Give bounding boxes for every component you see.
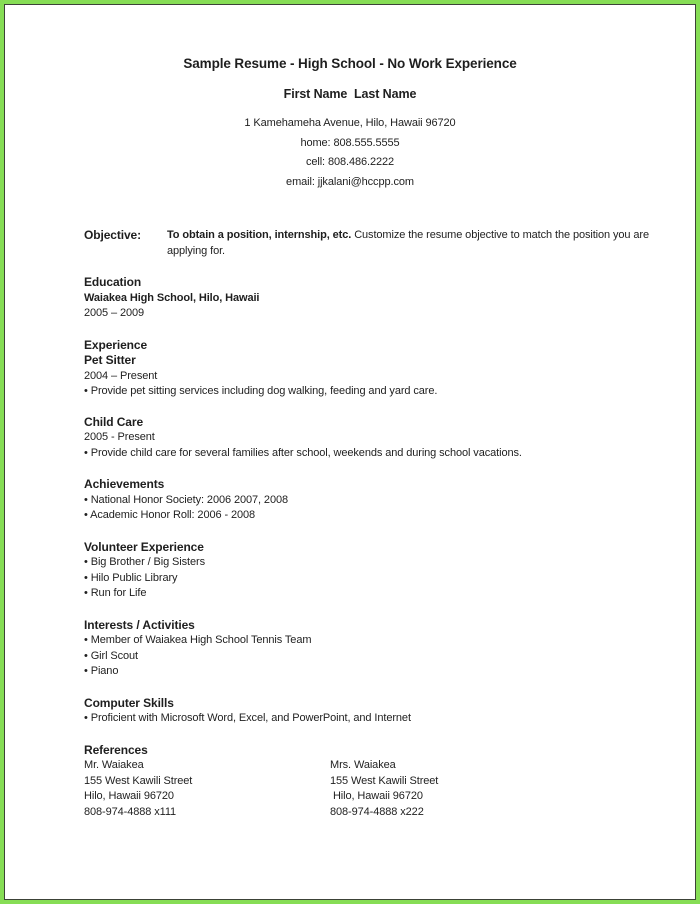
education-dates: 2005 – 2009 — [84, 307, 145, 319]
contact-info — [84, 114, 616, 192]
reference-street: 155 West Kawili Street — [330, 774, 439, 787]
document-title: Sample Resume - High School - No Work Experience — [183, 56, 517, 71]
job-bullet: • Provide child care for several families after school, weekends and during school vacations. — [84, 446, 522, 459]
objective-section — [84, 228, 655, 259]
job-dates: 2004 – Present — [84, 369, 158, 382]
computer-skills-section — [84, 696, 655, 727]
objective-label: Objective: — [84, 228, 142, 242]
job-title: Pet Sitter — [84, 353, 136, 367]
experience-heading: Experience — [84, 337, 148, 352]
references-section — [84, 743, 655, 821]
objective-instruction: Customize the resume objective to match the position you are applying for. — [167, 229, 652, 257]
volunteer-item: • Hilo Public Library — [84, 571, 178, 584]
job-dates: 2005 - Present — [84, 431, 155, 443]
interests-section — [84, 618, 655, 680]
volunteer-item: • Run for Life — [84, 587, 147, 599]
objective-text — [167, 228, 655, 259]
volunteer-section — [84, 540, 655, 602]
home-phone: home: 808.555.5555 — [300, 136, 400, 149]
candidate-name: First Name Last Name — [283, 87, 417, 101]
interest-item: • Member of Waiakea High School Tennis Team — [84, 634, 312, 646]
email-address: email: jjkalani@hccpp.com — [286, 175, 414, 188]
job-bullet: • Provide pet sitting services including dog walking, feeding and yard care. — [84, 385, 438, 397]
volunteer-item: • Big Brother / Big Sisters — [84, 556, 205, 568]
cell-phone: cell: 808.486.2222 — [305, 156, 395, 168]
page-inner-border — [4, 4, 696, 900]
education-section — [84, 275, 655, 322]
resume-body — [5, 5, 695, 820]
reference-column — [330, 758, 438, 820]
achievements-section — [84, 477, 655, 524]
volunteer-heading: Volunteer Experience — [84, 539, 204, 554]
reference-phone: 808-974-4888 x222 — [330, 805, 424, 818]
reference-city: Hilo, Hawaii 96720 — [330, 790, 423, 802]
interests-heading: Interests / Activities — [84, 617, 195, 632]
achievement-item: • Academic Honor Roll: 2006 - 2008 — [84, 509, 256, 521]
address-line: 1 Kamehameha Avenue, Hilo, Hawaii 96720 — [244, 117, 456, 129]
experience-section — [84, 338, 655, 462]
achievement-item: • National Honor Society: 2006 2007, 2008 — [84, 493, 289, 506]
interest-item: • Girl Scout — [84, 649, 138, 662]
job-entry — [84, 415, 655, 462]
computer-skills-heading: Computer Skills — [84, 695, 174, 710]
references-columns — [84, 758, 655, 820]
education-heading: Education — [84, 275, 142, 289]
job-entry — [84, 353, 655, 400]
reference-city: Hilo, Hawaii 96720 — [84, 790, 174, 802]
school-name: Waiakea High School, Hilo, Hawaii — [84, 291, 260, 304]
reference-name: Mr. Waiakea — [84, 759, 144, 771]
achievements-heading: Achievements — [84, 477, 165, 491]
job-title: Child Care — [84, 414, 144, 429]
reference-name: Mrs. Waiakea — [330, 759, 396, 771]
reference-column — [84, 758, 330, 820]
objective-goal: To obtain a position, internship, etc. — [167, 229, 355, 241]
reference-phone: 808-974-4888 x111 — [84, 805, 177, 818]
computer-skill-item: • Proficient with Microsoft Word, Excel, and PowerPoint, and Internet — [84, 712, 411, 724]
references-heading: References — [84, 742, 148, 757]
interest-item: • Piano — [84, 665, 119, 677]
reference-street: 155 West Kawili Street — [84, 774, 193, 787]
